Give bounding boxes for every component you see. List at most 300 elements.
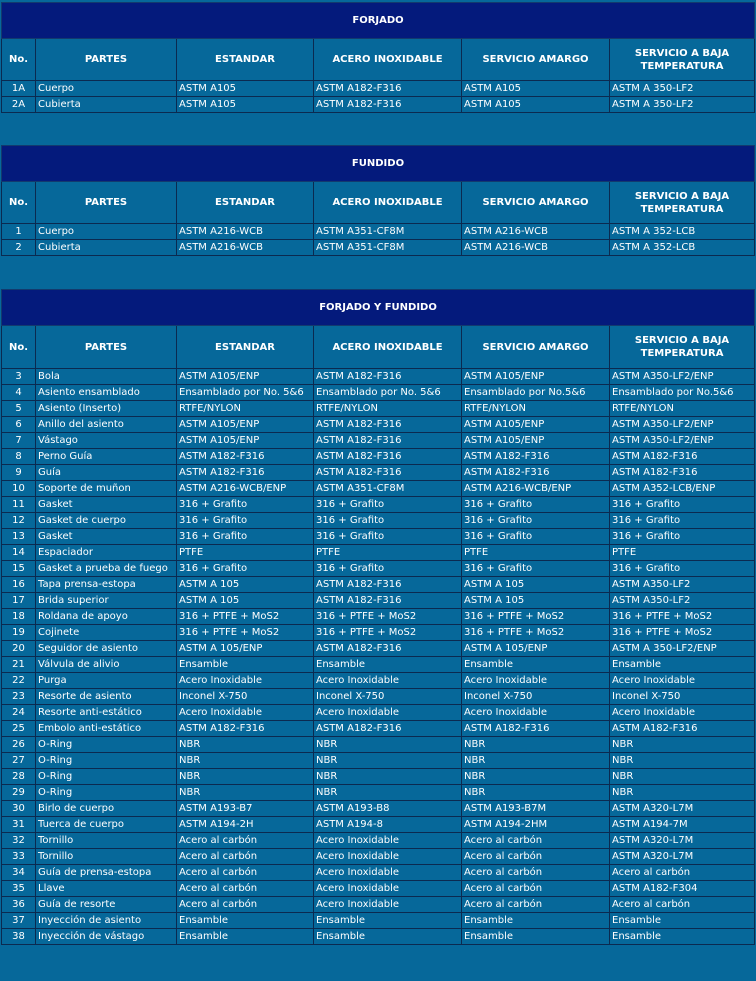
material-cell: ASTM A 105/ENP <box>462 641 610 657</box>
material-cell: Ensamblado por No.5&6 <box>610 385 755 401</box>
part-name: O-Ring <box>36 737 177 753</box>
material-cell: PTFE <box>610 545 755 561</box>
table-row <box>2 240 755 256</box>
material-cell: Inconel X-750 <box>177 689 314 705</box>
material-cell: Acero Inoxidable <box>314 897 462 913</box>
material-cell: ASTM A182-F316 <box>610 721 755 737</box>
section-title: FUNDIDO <box>2 146 755 182</box>
table-row <box>2 385 755 401</box>
part-name: Resorte de asiento <box>36 689 177 705</box>
row-number: 28 <box>2 769 36 785</box>
column-header: ESTANDAR <box>177 326 314 369</box>
material-cell: Acero Inoxidable <box>462 705 610 721</box>
table-row <box>2 753 755 769</box>
column-header: No. <box>2 39 36 81</box>
part-name: Resorte anti-estático <box>36 705 177 721</box>
column-header: PARTES <box>36 182 177 224</box>
table-row <box>2 641 755 657</box>
row-number: 15 <box>2 561 36 577</box>
row-number: 23 <box>2 689 36 705</box>
part-name: Embolo anti-estático <box>36 721 177 737</box>
part-name: Anillo del asiento <box>36 417 177 433</box>
material-cell: Acero Inoxidable <box>610 705 755 721</box>
material-cell: ASTM A182-F316 <box>462 449 610 465</box>
table-row <box>2 609 755 625</box>
material-cell: ASTM A216-WCB <box>177 224 314 240</box>
row-number: 31 <box>2 817 36 833</box>
material-cell: ASTM A 352-LCB <box>610 224 755 240</box>
material-cell: 316 + PTFE + MoS2 <box>610 625 755 641</box>
material-cell: ASTM A193-B7 <box>177 801 314 817</box>
material-cell: NBR <box>177 785 314 801</box>
material-cell: NBR <box>610 753 755 769</box>
part-name: Bola <box>36 369 177 385</box>
material-cell: Ensamble <box>610 913 755 929</box>
table-row <box>2 481 755 497</box>
table-row <box>2 865 755 881</box>
material-cell: RTFE/NYLON <box>177 401 314 417</box>
part-name: Guía <box>36 465 177 481</box>
table-row <box>2 769 755 785</box>
material-cell: ASTM A105/ENP <box>177 417 314 433</box>
material-cell: ASTM A350-LF2 <box>610 593 755 609</box>
part-name: Llave <box>36 881 177 897</box>
part-name: Cubierta <box>36 240 177 256</box>
material-cell: 316 + Grafito <box>610 513 755 529</box>
material-cell: Ensamblado por No.5&6 <box>462 385 610 401</box>
part-name: Inyección de vástago <box>36 929 177 945</box>
table-row <box>2 849 755 865</box>
table-row <box>2 81 755 97</box>
material-cell: ASTM A182-F316 <box>314 449 462 465</box>
material-cell: 316 + PTFE + MoS2 <box>314 609 462 625</box>
table-row <box>2 833 755 849</box>
material-cell: 316 + Grafito <box>177 561 314 577</box>
material-cell: ASTM A105 <box>177 81 314 97</box>
material-cell: NBR <box>610 785 755 801</box>
material-cell: ASTM A351-CF8M <box>314 224 462 240</box>
table-row <box>2 929 755 945</box>
part-name: Tapa prensa-estopa <box>36 577 177 593</box>
column-header-row <box>2 39 755 81</box>
row-number: 32 <box>2 833 36 849</box>
material-cell: Acero Inoxidable <box>177 705 314 721</box>
material-cell: NBR <box>314 785 462 801</box>
table-row <box>2 817 755 833</box>
material-cell: 316 + PTFE + MoS2 <box>177 625 314 641</box>
row-number: 19 <box>2 625 36 641</box>
material-cell: ASTM A105/ENP <box>462 417 610 433</box>
material-cell: NBR <box>462 769 610 785</box>
row-number: 2A <box>2 97 36 113</box>
row-number: 18 <box>2 609 36 625</box>
material-cell: ASTM A182-F316 <box>314 417 462 433</box>
material-cell: Acero Inoxidable <box>314 849 462 865</box>
row-number: 9 <box>2 465 36 481</box>
material-cell: ASTM A105 <box>462 81 610 97</box>
material-cell: 316 + Grafito <box>462 497 610 513</box>
material-cell: ASTM A182-F304 <box>610 881 755 897</box>
part-name: Cuerpo <box>36 81 177 97</box>
row-number: 25 <box>2 721 36 737</box>
column-header: ACERO INOXIDABLE <box>314 326 462 369</box>
table-row <box>2 801 755 817</box>
row-number: 26 <box>2 737 36 753</box>
table-row <box>2 449 755 465</box>
part-name: Tornillo <box>36 833 177 849</box>
material-cell: ASTM A350-LF2 <box>610 577 755 593</box>
material-cell: 316 + Grafito <box>177 497 314 513</box>
table-row <box>2 433 755 449</box>
part-name: Vástago <box>36 433 177 449</box>
material-cell: ASTM A194-7M <box>610 817 755 833</box>
material-cell: ASTM A216-WCB/ENP <box>177 481 314 497</box>
material-cell: Ensamble <box>177 657 314 673</box>
materials-table <box>1 145 755 256</box>
material-cell: RTFE/NYLON <box>314 401 462 417</box>
material-cell: Acero al carbón <box>610 865 755 881</box>
material-cell: NBR <box>314 753 462 769</box>
material-cell: ASTM A193-B7M <box>462 801 610 817</box>
column-header: ESTANDAR <box>177 182 314 224</box>
row-number: 6 <box>2 417 36 433</box>
table-row <box>2 529 755 545</box>
material-cell: Acero al carbón <box>610 897 755 913</box>
table-row <box>2 593 755 609</box>
material-cell: ASTM A182-F316 <box>314 97 462 113</box>
material-cell: ASTM A182-F316 <box>462 465 610 481</box>
material-cell: 316 + Grafito <box>462 561 610 577</box>
table-row <box>2 513 755 529</box>
material-cell: ASTM A 105 <box>177 577 314 593</box>
materials-table <box>1 2 755 113</box>
table-row <box>2 497 755 513</box>
row-number: 33 <box>2 849 36 865</box>
row-number: 12 <box>2 513 36 529</box>
row-number: 24 <box>2 705 36 721</box>
material-cell: ASTM A182-F316 <box>314 369 462 385</box>
material-cell: Ensamble <box>177 929 314 945</box>
material-cell: 316 + PTFE + MoS2 <box>177 609 314 625</box>
part-name: O-Ring <box>36 753 177 769</box>
material-cell: NBR <box>610 769 755 785</box>
material-cell: Acero Inoxidable <box>177 673 314 689</box>
table-row <box>2 897 755 913</box>
table-row <box>2 465 755 481</box>
row-number: 4 <box>2 385 36 401</box>
material-cell: Acero Inoxidable <box>314 673 462 689</box>
part-name: Perno Guía <box>36 449 177 465</box>
section-forjado <box>0 2 756 113</box>
material-cell: ASTM A216-WCB <box>462 240 610 256</box>
material-cell: RTFE/NYLON <box>462 401 610 417</box>
part-name: Birlo de cuerpo <box>36 801 177 817</box>
column-header: No. <box>2 326 36 369</box>
material-cell: ASTM A320-L7M <box>610 833 755 849</box>
material-cell: ASTM A182-F316 <box>177 721 314 737</box>
section-title-row <box>2 146 755 182</box>
material-cell: Acero al carbón <box>462 897 610 913</box>
section-fundido <box>0 145 756 256</box>
table-row <box>2 785 755 801</box>
material-cell: 316 + Grafito <box>314 529 462 545</box>
row-number: 16 <box>2 577 36 593</box>
material-cell: ASTM A351-CF8M <box>314 240 462 256</box>
part-name: Válvula de alivio <box>36 657 177 673</box>
material-cell: 316 + Grafito <box>462 529 610 545</box>
part-name: Soporte de muñon <box>36 481 177 497</box>
material-cell: NBR <box>462 753 610 769</box>
section-title-row <box>2 290 755 326</box>
table-row <box>2 705 755 721</box>
row-number: 35 <box>2 881 36 897</box>
table-row <box>2 369 755 385</box>
part-name: Gasket de cuerpo <box>36 513 177 529</box>
row-number: 20 <box>2 641 36 657</box>
material-cell: ASTM A182-F316 <box>314 721 462 737</box>
part-name: Cuerpo <box>36 224 177 240</box>
material-cell: ASTM A182-F316 <box>610 449 755 465</box>
material-cell: Acero al carbón <box>177 865 314 881</box>
column-header: ESTANDAR <box>177 39 314 81</box>
material-cell: NBR <box>462 737 610 753</box>
row-number: 27 <box>2 753 36 769</box>
material-cell: NBR <box>462 785 610 801</box>
material-cell: ASTM A216-WCB <box>177 240 314 256</box>
material-cell: Acero Inoxidable <box>462 673 610 689</box>
material-cell: ASTM A320-L7M <box>610 801 755 817</box>
material-cell: ASTM A182-F316 <box>314 465 462 481</box>
table-row <box>2 224 755 240</box>
material-cell: ASTM A182-F316 <box>314 433 462 449</box>
material-cell: ASTM A182-F316 <box>610 465 755 481</box>
material-cell: 316 + Grafito <box>177 513 314 529</box>
part-name: Gasket a prueba de fuego <box>36 561 177 577</box>
column-header: SERVICIO A BAJA TEMPERATURA <box>610 182 755 224</box>
material-cell: ASTM A182-F316 <box>177 465 314 481</box>
row-number: 21 <box>2 657 36 673</box>
part-name: Guía de prensa-estopa <box>36 865 177 881</box>
material-cell: ASTM A194-2HM <box>462 817 610 833</box>
material-cell: Acero al carbón <box>177 849 314 865</box>
material-cell: 316 + Grafito <box>314 497 462 513</box>
material-cell: Inconel X-750 <box>610 689 755 705</box>
column-header: SERVICIO AMARGO <box>462 39 610 81</box>
material-cell: 316 + Grafito <box>177 529 314 545</box>
material-cell: 316 + PTFE + MoS2 <box>314 625 462 641</box>
material-cell: Acero Inoxidable <box>610 673 755 689</box>
table-row <box>2 577 755 593</box>
material-cell: ASTM A182-F316 <box>314 81 462 97</box>
material-cell: Ensamble <box>462 913 610 929</box>
material-cell: Ensamble <box>610 929 755 945</box>
column-header: No. <box>2 182 36 224</box>
part-name: Asiento (Inserto) <box>36 401 177 417</box>
row-number: 2 <box>2 240 36 256</box>
material-cell: ASTM A350-LF2/ENP <box>610 433 755 449</box>
row-number: 36 <box>2 897 36 913</box>
material-cell: ASTM A216-WCB/ENP <box>462 481 610 497</box>
material-cell: Ensamble <box>314 657 462 673</box>
column-header: SERVICIO AMARGO <box>462 182 610 224</box>
material-cell: ASTM A 105/ENP <box>177 641 314 657</box>
column-header: SERVICIO AMARGO <box>462 326 610 369</box>
material-cell: RTFE/NYLON <box>610 401 755 417</box>
row-number: 17 <box>2 593 36 609</box>
part-name: Tuerca de cuerpo <box>36 817 177 833</box>
material-cell: 316 + PTFE + MoS2 <box>610 609 755 625</box>
table-row <box>2 881 755 897</box>
row-number: 11 <box>2 497 36 513</box>
material-cell: Acero Inoxidable <box>314 705 462 721</box>
table-row <box>2 625 755 641</box>
material-cell: Acero al carbón <box>177 833 314 849</box>
material-cell: Ensamble <box>314 929 462 945</box>
material-cell: Ensamblado por No. 5&6 <box>177 385 314 401</box>
part-name: Espaciador <box>36 545 177 561</box>
section-title: FORJADO Y FUNDIDO <box>2 290 755 326</box>
part-name: O-Ring <box>36 785 177 801</box>
table-row <box>2 417 755 433</box>
material-cell: ASTM A352-LCB/ENP <box>610 481 755 497</box>
material-cell: ASTM A194-2H <box>177 817 314 833</box>
material-cell: ASTM A 105 <box>462 577 610 593</box>
material-cell: 316 + Grafito <box>462 513 610 529</box>
material-cell: ASTM A216-WCB <box>462 224 610 240</box>
material-cell: Ensamble <box>177 913 314 929</box>
row-number: 38 <box>2 929 36 945</box>
material-cell: ASTM A105/ENP <box>177 433 314 449</box>
table-row <box>2 737 755 753</box>
material-cell: Ensamble <box>462 657 610 673</box>
material-cell: ASTM A105 <box>177 97 314 113</box>
material-cell: PTFE <box>177 545 314 561</box>
part-name: Purga <box>36 673 177 689</box>
material-cell: ASTM A194-8 <box>314 817 462 833</box>
part-name: Cubierta <box>36 97 177 113</box>
column-header-row <box>2 326 755 369</box>
material-cell: ASTM A 350-LF2 <box>610 81 755 97</box>
column-header: SERVICIO A BAJA TEMPERATURA <box>610 39 755 81</box>
material-cell: ASTM A 105 <box>462 593 610 609</box>
material-cell: ASTM A350-LF2/ENP <box>610 369 755 385</box>
material-cell: NBR <box>177 737 314 753</box>
material-cell: Inconel X-750 <box>462 689 610 705</box>
material-cell: Acero al carbón <box>462 881 610 897</box>
material-cell: 316 + Grafito <box>610 561 755 577</box>
material-cell: Ensamble <box>610 657 755 673</box>
column-header-row <box>2 182 755 224</box>
material-cell: ASTM A 105 <box>177 593 314 609</box>
column-header: ACERO INOXIDABLE <box>314 182 462 224</box>
row-number: 5 <box>2 401 36 417</box>
table-row <box>2 97 755 113</box>
material-cell: 316 + Grafito <box>314 513 462 529</box>
row-number: 22 <box>2 673 36 689</box>
section-title-row <box>2 3 755 39</box>
material-cell: Acero Inoxidable <box>314 865 462 881</box>
material-cell: ASTM A182-F316 <box>462 721 610 737</box>
material-cell: ASTM A182-F316 <box>314 641 462 657</box>
part-name: Roldana de apoyo <box>36 609 177 625</box>
material-cell: ASTM A105/ENP <box>177 369 314 385</box>
material-cell: Acero al carbón <box>177 897 314 913</box>
material-cell: ASTM A182-F316 <box>177 449 314 465</box>
material-cell: Ensamblado por No. 5&6 <box>314 385 462 401</box>
material-cell: ASTM A193-B8 <box>314 801 462 817</box>
part-name: Guía de resorte <box>36 897 177 913</box>
section-title: FORJADO <box>2 3 755 39</box>
material-cell: ASTM A105/ENP <box>462 369 610 385</box>
material-cell: 316 + Grafito <box>610 529 755 545</box>
material-cell: ASTM A320-L7M <box>610 849 755 865</box>
material-cell: ASTM A105 <box>462 97 610 113</box>
row-number: 37 <box>2 913 36 929</box>
material-cell: 316 + PTFE + MoS2 <box>462 625 610 641</box>
material-cell: Acero al carbón <box>462 849 610 865</box>
table-row <box>2 689 755 705</box>
material-cell: Inconel X-750 <box>314 689 462 705</box>
row-number: 3 <box>2 369 36 385</box>
material-cell: 316 + Grafito <box>610 497 755 513</box>
material-cell: Acero al carbón <box>462 865 610 881</box>
material-cell: ASTM A 350-LF2 <box>610 97 755 113</box>
part-name: Gasket <box>36 529 177 545</box>
row-number: 14 <box>2 545 36 561</box>
material-cell: Acero Inoxidable <box>314 881 462 897</box>
material-cell: NBR <box>177 769 314 785</box>
material-cell: NBR <box>314 737 462 753</box>
part-name: Cojinete <box>36 625 177 641</box>
material-cell: 316 + PTFE + MoS2 <box>462 609 610 625</box>
material-cell: ASTM A350-LF2/ENP <box>610 417 755 433</box>
material-cell: Acero al carbón <box>462 833 610 849</box>
column-header: ACERO INOXIDABLE <box>314 39 462 81</box>
column-header: PARTES <box>36 39 177 81</box>
table-row <box>2 721 755 737</box>
part-name: Asiento ensamblado <box>36 385 177 401</box>
material-cell: ASTM A182-F316 <box>314 577 462 593</box>
row-number: 30 <box>2 801 36 817</box>
material-cell: ASTM A351-CF8M <box>314 481 462 497</box>
material-cell: Acero Inoxidable <box>314 833 462 849</box>
row-number: 10 <box>2 481 36 497</box>
part-name: Brida superior <box>36 593 177 609</box>
row-number: 1A <box>2 81 36 97</box>
material-cell: 316 + Grafito <box>314 561 462 577</box>
material-cell: Ensamble <box>462 929 610 945</box>
part-name: Tornillo <box>36 849 177 865</box>
part-name: Seguidor de asiento <box>36 641 177 657</box>
column-header: PARTES <box>36 326 177 369</box>
material-cell: ASTM A 352-LCB <box>610 240 755 256</box>
part-name: O-Ring <box>36 769 177 785</box>
material-cell: Ensamble <box>314 913 462 929</box>
material-cell: NBR <box>177 753 314 769</box>
material-cell: NBR <box>610 737 755 753</box>
material-cell: PTFE <box>462 545 610 561</box>
row-number: 8 <box>2 449 36 465</box>
material-cell: ASTM A 350-LF2/ENP <box>610 641 755 657</box>
material-cell: NBR <box>314 769 462 785</box>
part-name: Inyección de asiento <box>36 913 177 929</box>
part-name: Gasket <box>36 497 177 513</box>
table-row <box>2 545 755 561</box>
row-number: 13 <box>2 529 36 545</box>
material-cell: PTFE <box>314 545 462 561</box>
row-number: 1 <box>2 224 36 240</box>
row-number: 7 <box>2 433 36 449</box>
